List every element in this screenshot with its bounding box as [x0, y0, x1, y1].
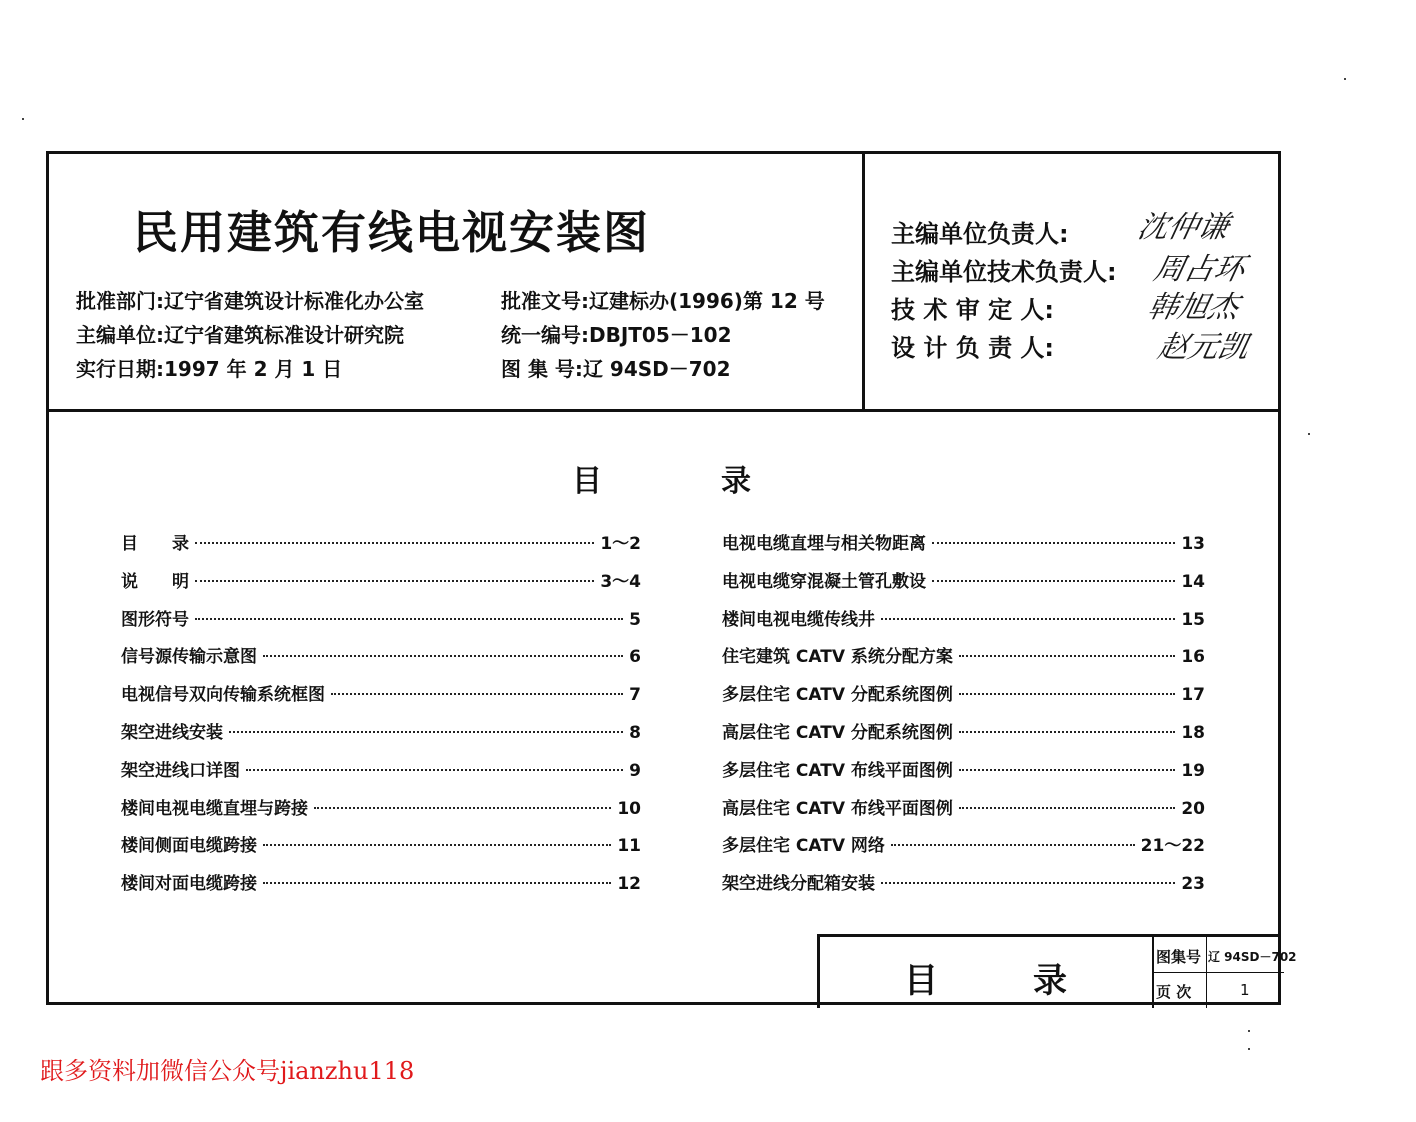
- atlas-number-value: 辽 94SD－702: [1208, 950, 1297, 964]
- toc-leader-dots: [959, 807, 1175, 809]
- toc-entry-page: 9: [629, 760, 641, 781]
- toc-entry: [722, 756, 1205, 781]
- toc-entry-title: 目 录: [121, 534, 189, 554]
- meta-atlas-number: 图 集 号:辽 94SD－702: [501, 357, 731, 381]
- toc-entry: [121, 680, 641, 705]
- page-number-value: 1: [1240, 981, 1250, 999]
- toc-leader-dots: [959, 655, 1175, 657]
- toc-entry-title: 多层住宅 CATV 分配系统图例: [722, 685, 953, 706]
- toc-heading-left: 目: [572, 464, 602, 499]
- footer-note: 跟多资料加微信公众号jianzhu118: [40, 1057, 415, 1085]
- toc-leader-dots: [195, 580, 594, 582]
- toc-entry: [121, 869, 641, 894]
- title-block-title-left: 目: [904, 961, 938, 1001]
- toc-leader-dots: [932, 580, 1175, 582]
- toc-entry-title: 信号源传输示意图: [121, 647, 257, 668]
- toc-entry: [121, 567, 641, 592]
- toc-leader-dots: [246, 769, 623, 771]
- toc-entry: [722, 567, 1205, 592]
- toc-entry: [722, 529, 1205, 554]
- toc-leader-dots: [959, 769, 1175, 771]
- meta-effective-date: 实行日期:1997 年 2 月 1 日: [76, 357, 343, 381]
- toc-entry-page: 15: [1181, 609, 1205, 630]
- toc-entry-title: 图形符号: [121, 609, 189, 630]
- title-block-title: [820, 937, 1152, 1008]
- header-divider-vertical: [862, 154, 865, 411]
- atlas-number-label: 图集号: [1156, 948, 1202, 966]
- toc-entry: [722, 642, 1205, 667]
- toc-entry-page: 14: [1181, 571, 1205, 592]
- toc-entry-page: 17: [1181, 685, 1205, 706]
- toc-heading-right: 录: [721, 464, 751, 499]
- toc-entry-title: 高层住宅 CATV 布线平面图例: [722, 798, 953, 819]
- toc-entry-page: 12: [617, 874, 641, 895]
- drawing-sheet: [46, 151, 1297, 1005]
- toc-entry-page: 1～2: [600, 534, 641, 554]
- meta-editor-unit: 主编单位:辽宁省建筑标准设计研究院: [76, 323, 404, 347]
- toc-entry-page: 16: [1181, 647, 1205, 668]
- toc-entry-page: 20: [1181, 798, 1205, 819]
- toc-leader-dots: [263, 844, 611, 846]
- toc-entry-title: 电视电缆直埋与相关物距离: [722, 534, 926, 554]
- toc-entry-title: 楼间对面电缆跨接: [121, 874, 257, 895]
- page-number-label: 页 次: [1156, 983, 1192, 1001]
- toc-entry-page: 6: [629, 647, 641, 668]
- toc-entry-title: 楼间电视电缆传线井: [722, 609, 875, 630]
- atlas-title: 民用建筑有线电视安装图: [133, 206, 651, 259]
- signature-technical-chief: 周占环: [1150, 252, 1248, 287]
- toc-entry-title: 说 明: [121, 571, 189, 592]
- toc-entry-page: 21～22: [1140, 836, 1205, 857]
- toc-entry-page: 10: [617, 798, 641, 819]
- toc-leader-dots: [229, 731, 623, 733]
- toc-entry: [722, 605, 1205, 630]
- meta-unified-number: 统一编号:DBJT05－102: [501, 323, 732, 347]
- toc-leader-dots: [331, 693, 623, 695]
- header-divider-horizontal: [49, 409, 1278, 412]
- toc-entry-page: 7: [629, 685, 641, 706]
- toc-entry-title: 电视信号双向传输系统框图: [121, 685, 325, 706]
- toc-entry: [722, 680, 1205, 705]
- toc-entry-title: 架空进线分配箱安装: [722, 874, 875, 895]
- toc-leader-dots: [263, 655, 623, 657]
- resp-design-lead: 设 计 负 责 人:: [891, 334, 1055, 362]
- resp-technical-reviewer: 技 术 审 定 人:: [891, 296, 1055, 324]
- toc-entry: [121, 831, 641, 856]
- resp-chief-unit: 主编单位负责人:: [891, 220, 1069, 248]
- resp-technical-chief: 主编单位技术负责人:: [891, 258, 1117, 286]
- meta-approval-dept: 批准部门:辽宁省建筑设计标准化办公室: [76, 289, 424, 313]
- toc-entry: [121, 718, 641, 743]
- toc-entry-title: 多层住宅 CATV 布线平面图例: [722, 760, 953, 781]
- toc-entry: [722, 718, 1205, 743]
- toc-entry-page: 8: [629, 723, 641, 743]
- signature-chief-unit: 沈仲谦: [1134, 210, 1232, 245]
- toc-entry-page: 19: [1181, 760, 1205, 781]
- meta-approval-number: 批准文号:辽建标办(1996)第 12 号: [501, 289, 825, 313]
- toc-leader-dots: [195, 542, 594, 544]
- toc-entry: [121, 794, 641, 819]
- toc-entry: [121, 529, 641, 554]
- title-block: [817, 934, 1297, 1008]
- toc-leader-dots: [195, 618, 623, 620]
- toc-entry-title: 住宅建筑 CATV 系统分配方案: [722, 647, 953, 668]
- toc-entry-title: 架空进线口详图: [121, 760, 240, 781]
- toc-entry-title: 高层住宅 CATV 分配系统图例: [722, 723, 953, 743]
- toc-entry: [121, 605, 641, 630]
- toc-entry: [722, 794, 1205, 819]
- toc-entry: [722, 869, 1205, 894]
- toc-entry-title: 楼间电视电缆直埋与跨接: [121, 798, 308, 819]
- toc-leader-dots: [959, 693, 1175, 695]
- toc-entry: [121, 756, 641, 781]
- title-block-title-right: 录: [1033, 961, 1067, 1001]
- toc-leader-dots: [891, 844, 1135, 846]
- toc-leader-dots: [263, 882, 611, 884]
- toc-entry-title: 电视电缆穿混凝土管孔敷设: [722, 571, 926, 592]
- toc-leader-dots: [881, 882, 1175, 884]
- toc-entry-page: 3～4: [600, 571, 641, 592]
- toc-entry-page: 5: [629, 609, 641, 630]
- toc-entry: [722, 831, 1205, 856]
- toc-entry-page: 18: [1181, 723, 1205, 743]
- signature-technical-reviewer: 韩旭杰: [1144, 290, 1242, 325]
- toc-leader-dots: [314, 807, 611, 809]
- toc-entry-title: 架空进线安装: [121, 723, 223, 743]
- toc-entry-page: 23: [1181, 874, 1205, 895]
- signature-design-lead: 赵元凯: [1154, 330, 1252, 365]
- toc-entry: [121, 642, 641, 667]
- toc-entry-title: 楼间侧面电缆跨接: [121, 836, 257, 857]
- toc-entry-title: 多层住宅 CATV 网络: [722, 836, 885, 857]
- toc-leader-dots: [881, 618, 1175, 620]
- toc-entry-page: 13: [1181, 534, 1205, 554]
- toc-leader-dots: [932, 542, 1175, 544]
- toc-entry-page: 11: [617, 836, 641, 857]
- toc-leader-dots: [959, 731, 1175, 733]
